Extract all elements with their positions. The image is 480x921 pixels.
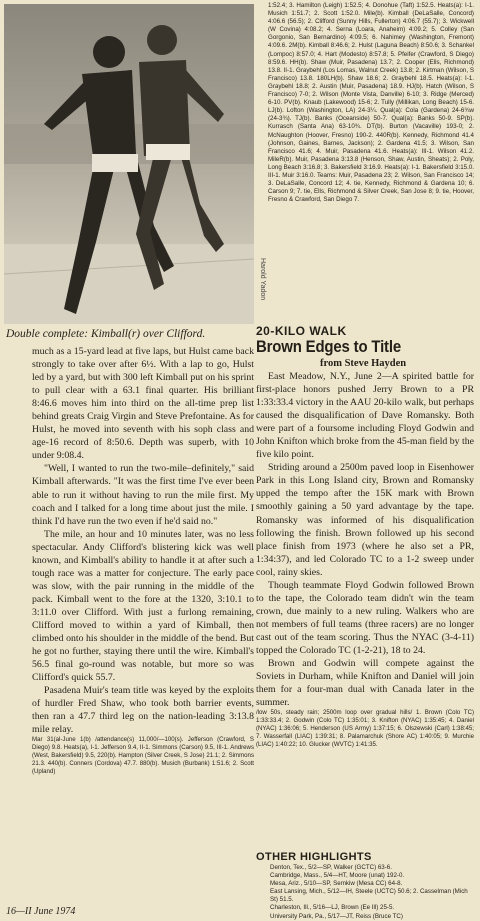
walk-story-body [256,370,474,749]
page-folio: 16—II June 1974 [6,906,76,917]
list-item: Mesa, Ariz., 5/10—SP, Semkiw (Mesa CC) 64-8. [270,880,403,888]
paragraph: Pasadena Muir's team title was keyed by the exploits of hurdler Fred Shaw, who took both barrier events, then ran a 47.7 third leg on the nation-leading 3:13.8 mile relay. [32,685,254,736]
paragraph: The mile, an hour and 10 minutes later, was no less spectacular. Andy Clifford's blistering kick was well known, and Kimball's ability to handle it at after such a tough race was a matter for conjecture. The early pace was slow, with the pair running in the middle of the pack. Kimball went to the fore at the 1320, 3:10.1 to 3:11.0 over Clifford. With just a furlong remaining, Clifford moved to within a yard of Kimball, then climbed onto his shoulder in the middle of the bend. But he got no further, staying there until the wire. Kimball's 56.5 final go-round was notable, but more so was Clifford's quick 55.7. [32,528,254,684]
photo-caption: Double complete: Kimball(r) over Clifford. [6,328,206,340]
results-agate: Mar 31(al-June 1(b) /attendance(s) 11,000/—100(s). Jefferson (Crawford, S Diego) 9.8. Heats(a), I-1. Jefferson 9.4, II-1. Simmons (Carson) 9.5, III-1. Andrews (West, Bakersfield) 9.5, 220(b). Hampton (Silver Creek, S Jose) 21.1; 2. Simmons 21.3. 440(b). Conners (Cordova) 47.7. 880(b). Musich (Burbank) 1:51.6; 2. Scott (Upland) [32,736,254,776]
list-item: Denton, Tex., 5/2—SP, Walker (GCTC) 63-6. [270,864,392,871]
list-item: East Lansing, Mich., 5/12—IH, Steele (UCTC) 50.6; 2. Casselman (Mich St) 51.5. [270,888,468,904]
story-headline: Brown Edges to Title [256,337,401,356]
paragraph: "Well, I wanted to run the two-mile–definitely," said Kimball afterwards. "It was the first time I've ever been able to run it without having to run the mile first. My coach and I talked for a long time about just the mile. I think I'd have run the two even if he'd said no." [32,463,254,527]
story-kicker: 20-KILO WALK [256,324,347,338]
paragraph: Brown and Godwin will compete against the Soviets in Durham, while Knifton and Daniel will join them for a four-man dual with Canada later in the summer. [256,658,474,709]
results-agate: /low 50s, steady rain; 2500m loop over gradual hills/ 1. Brown (Colo TC) 1:33:33.4; 2. Godwin (Colo TC) 1:35:01; 3. Knifton (NYAC) 1:35:45; 4. Daniel (NYAC) 1:36:06; 5. Henderson (US Army) 1:37:15; 6. Olszewski (Carl) 1:38:45; 7. Wasserfall (LIAC) 1:39:31; 8. Palamarchuk (Shore AC) 1:40:05; 9. Murchie (LIAC) 1:40:22; 10. Glucker (WVTC) 1:41:35. [256,709,474,749]
story-byline: from Steve Hayden [320,358,407,369]
left-column [32,345,254,776]
paragraph: East Meadow, N.Y., June 2—A spirited battle for first-place honors pushed Jerry Brown to a PR 1:33:33.4 victory in the AAU 20-kilo walk, but perhaps caused the disqualification of Dave Romansky. Both were part of a foursome including Floyd Godwin and John Knifton which broke from the 45-man field by the five kilo point. [256,371,474,461]
paragraph: Striding around a 2500m paved loop in Eisenhower Park in this Long Island city, Brown and Romansky upped the tempo after the 15K mark with Brown smoothly gaining a 50 yard advantage by the tape. Romansky was informed of his disqualification following the finish. Brown followed up his second place finish from 1973 (where he also set a PR, 1:34:37), and led Colorado TC to a 1-2 sweep under cool, rainy skies. [256,462,474,578]
other-highlights-list [270,864,475,921]
list-item: University Park, Pa., 5/17—JT, Reiss (Bruce TC) [270,912,403,920]
other-highlights-heading: OTHER HIGHLIGHTS [256,851,372,863]
paragraph: much as a 15-yard lead at five laps, but Hulst came back strongly to take over after 6½. With a lap to go, Hulst led by a yard, but with 300 left Kimball put on his sprint to pull clear with a 63.1 final quarter. His brilliant 8:46.6 moves him into third on the all-time prep list behind greats Craig Virgin and Steve Prefontaine. As for Hulst, he moved into seventh with his soph class and age-16 record of 8:50.6. Depth was superb, with 10 under 9:08.4. [32,346,254,462]
list-item: Cambridge, Mass., 5/4—HT, Moore (unat) 192-0. [270,872,405,880]
paragraph: Though teammate Floyd Godwin followed Brown to the tape, the Colorado team didn't win the team crown, due mainly to a new ruling. Walkers who are not members of full teams (three racers) are no longer cast out of the team scoring. Thus the NYAC (3-4-11) topped the Colorado TC (1-2-21), 18 to 24. [256,579,474,656]
runners-illustration [4,4,254,324]
photo-credit: Harold Yadon [259,258,266,301]
results-agate: 1:52.4; 3. Hamilton (Leigh) 1:52.5; 4. Donohue (Taft) 1:52.5. Heats(a): I-1. Musich 1:51.7; 2. Scott 1:52.0. Mile(b). Kimball (DeLaSalle, Concord) 4:06.6 (56.5); 2. Clifford (Sunny Hills, Fullerton) 4:06.7 (55.7); 3. Wickwell (W Covina) 4:08.2; 4. Serna (Loara, Anaheim) 4:09.2; 5. Colley (San Gorgonio, San Bernardino) 4:09.5; 6. Nahimey (Washington, Fremont) 4:09.6. 2M(b). Kimball 8:46.6; 2. Hulst (Laguna Beach) 8:50.6; 3. Schankel (Lompoc) 8:57.0; 4. Hart (Modesto) 8:57.8; 5. Pfeifer (Crawford, S Diego) 8:59.6. HH(b). Shaw (Muir, Pasadena) 13.7; 2. Cooper (Ells, Richmond) 13.8. II-1. Graybehl (Los Lomas, Walnut Creek) 13.8; 2. Kirtman (Wilson, S Francisco) 13.8. 180LH(b). Shaw 18.6; 2. Graybehl 18.5. Heats(a): I-1. Graybehl 18.8; 2. Austin (Muir, Pasadena) 18.9. HJ(b). Hatch (Wilson, S Francisco) 7-0; 2. Wilson (Monte Vista, Danville) 6-10; 3. Ridge (Merced) 6-10. PV(b). Knaub (Lakewood) 15-6; 2. Tully (Millikan, Long Beach) 15-6. LJ(b). Lofton (Washington, LA) 24-3¼. Qual(a): Cola (Gardena) 24-6¾w (24-3¾). TJ(b). Banks (Oceanside) 50-7. Qual(a): Banks 50-9. SP(b). Kurrasch (Santa Ana) 63-10¾. DT(b). Burton (Vacaville) 193-0; 2. McNaughton (Hoover, Fresno) 190-2. 440R(b). Kennedy, Richmond 41.4 (Johnson, Gaines, Barnes, Jackson); 2. Gardena 41.5; 3. Wilson, San Francisco 41.6; 4. Muir, Pasadena 41.6. Heats(a): III-1. Wilson 41.2. MileR(b). Muir, Pasadena 3:13.8 (Henson, Shaw, Austin, Sheats); 2. Poly, Long Beach 3:16.8; 3. Bakersfield 3:16.9. Heats(a): I-1. Bakersfield 3:15.0. III-1. Muir 3:16.0. Teams: Muir, Pasadena 23; 2. Wilson, San Francisco 14; 3. DeLaSalle, Concord 12; 4. tie, Kennedy, Richmond & Gardena 10; 6. Carson 9; 7. tie, Ells, Richmond & Silver Creek, San Jose 8; 9. tie, Hoover, Fresno & Crawford, San Diego 7. [268,2,474,204]
list-item: Charleston, Ill., 5/16—LJ, Brown (Ee Ill) 25-5. [270,904,395,912]
race-photo [4,4,254,324]
meet-results [268,2,474,204]
